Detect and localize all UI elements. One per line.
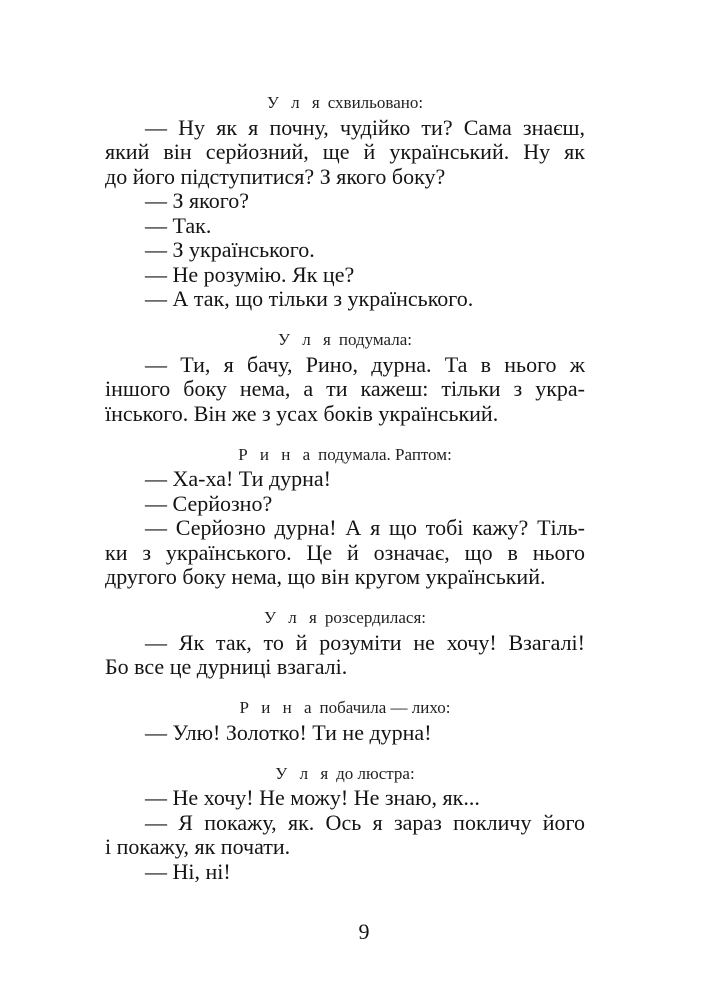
dialogue-block: [105, 762, 585, 885]
dialogue-line: який він серйозний, ще й український. Ну як: [105, 140, 585, 164]
direction-text: розсердилася:: [324, 608, 426, 627]
dialogue-line: — З якого?: [145, 188, 249, 213]
dialogue-line: — Серйозно?: [145, 490, 273, 516]
dialogue-block: [105, 443, 585, 590]
speaker-name: Р и н а: [239, 698, 316, 717]
dialogue-line: — Серйозно дурна! А я що тобі кажу? Тіль-: [145, 516, 585, 540]
dialogue-block: [105, 328, 585, 426]
dialogue-line: Бо все це дурниці взагалі.: [105, 654, 348, 679]
stage-direction: [105, 606, 585, 631]
dialogue-line: — Улю! Золотко! Ти не дурна!: [145, 719, 432, 745]
dialogue-line: ки з українського. Це й означає, що в нього: [105, 540, 585, 565]
page-body: [105, 91, 585, 884]
direction-text: подумала:: [338, 330, 412, 349]
speaker-name: Р и н а: [238, 444, 315, 464]
stage-direction: [105, 696, 585, 721]
dialogue-block: [105, 606, 585, 680]
dialogue-line: — Я покажу, як. Ось я зараз покличу його: [145, 810, 585, 835]
dialogue-line: другого боку нема, що він кругом український.: [105, 564, 546, 589]
dialogue-line: — Не хочу! Не можу! Не знаю, як...: [145, 785, 480, 810]
stage-direction: [105, 328, 585, 353]
stage-direction: [105, 91, 585, 116]
speaker-name: У л я: [264, 608, 321, 627]
dialogue-line: — Ха-ха! Ти дурна!: [145, 466, 332, 491]
dialogue-block: [105, 696, 585, 745]
direction-text: схвильовано:: [327, 93, 424, 112]
dialogue-line: — Ну як я почну, чудійко ти? Сама знаєш,: [145, 115, 585, 140]
speaker-name: У л я: [266, 93, 324, 112]
dialogue-line: — Ні, ні!: [145, 858, 231, 884]
stage-direction: [105, 762, 585, 787]
dialogue-line: до його підступитися? З якого боку?: [105, 163, 446, 189]
dialogue-line: — Так.: [145, 212, 212, 238]
direction-text: побачила — лихо:: [319, 698, 451, 717]
dialogue-line: — Як так, то й розуміти не хочу! Взагалі!: [145, 630, 585, 655]
dialogue-line: їнського. Він же з усах боків український.: [105, 400, 499, 426]
dialogue-block: [105, 91, 585, 312]
speaker-name: У л я: [275, 763, 333, 783]
page-number: 9: [358, 919, 370, 944]
dialogue-line: — А так, що тільки з українського.: [145, 286, 474, 311]
stage-direction: [105, 443, 585, 468]
direction-text: подумала. Раптом:: [318, 444, 452, 464]
dialogue-line: іншого боку нема, а ти кажеш: тільки з укра-: [105, 377, 585, 401]
dialogue-line: — Не розумію. Як це?: [145, 261, 355, 287]
dialogue-line: — З українського.: [145, 237, 315, 262]
dialogue-line: і покажу, як почати.: [105, 834, 291, 859]
speaker-name: У л я: [278, 330, 335, 349]
dialogue-line: — Ти, я бачу, Рино, дурна. Та в нього ж: [145, 352, 585, 377]
direction-text: до люстра:: [336, 763, 415, 783]
